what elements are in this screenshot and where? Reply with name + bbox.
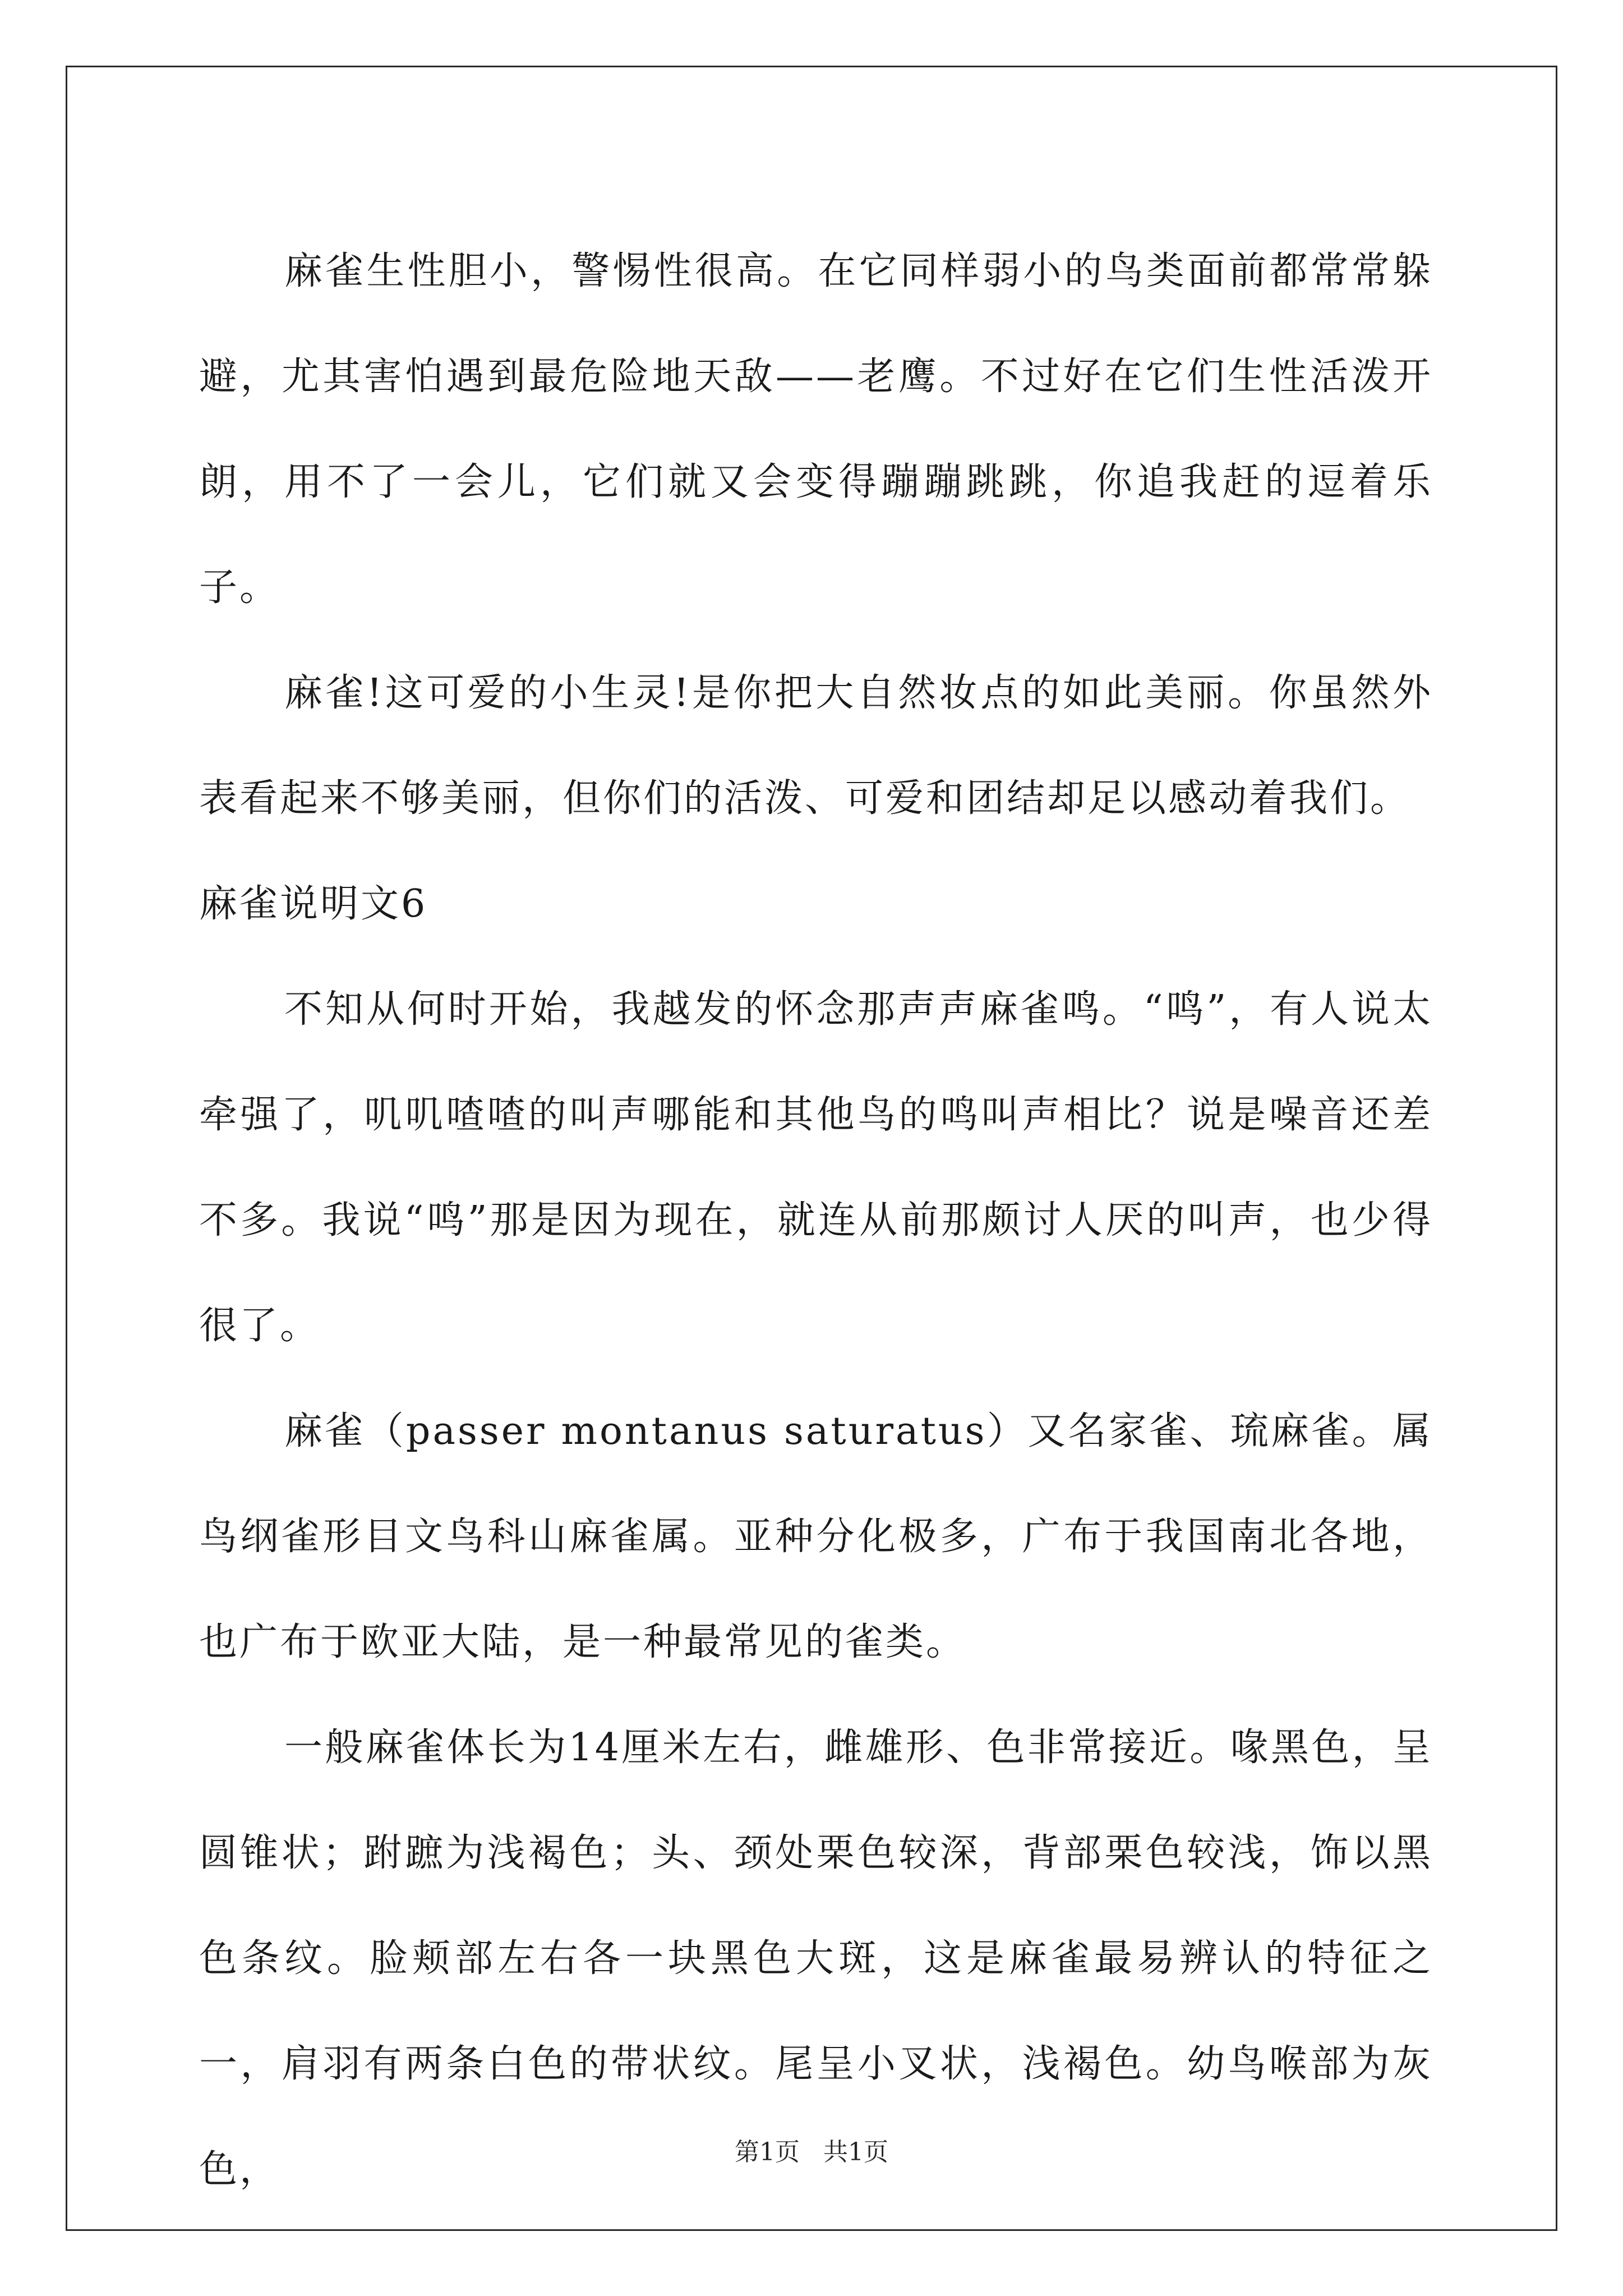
paragraph: 不知从何时开始，我越发的怀念那声声麻雀鸣。“鸣”，有人说太牵强了，叽叽喳喳的叫声哪能和其他鸟的鸣叫声相比？说是噪音还差不多。我说“鸣”那是因为现在，就连从前那颇讨人厌的叫声，也少得很了。 <box>199 987 1433 1348</box>
page-number: 第1页 <box>735 2138 800 2166</box>
paragraph: 麻雀!这可爱的小生灵!是你把大自然妆点的如此美丽。你虽然外表看起来不够美丽，但你们的活泼、可爱和团结却足以感动着我们。 <box>199 671 1433 821</box>
document-body <box>199 219 1433 2223</box>
page-footer <box>0 2132 1623 2168</box>
section-heading: 麻雀说明文6 <box>199 882 428 926</box>
paragraph: 麻雀（passer montanus saturatus）又名家雀、琉麻雀。属鸟纲雀形目文鸟科山麻雀属。亚种分化极多，广布于我国南北各地，也广布于欧亚大陆，是一种最常见的雀类。 <box>199 1409 1433 1664</box>
paragraph: 一般麻雀体长为14厘米左右，雌雄形、色非常接近。喙黑色，呈圆锥状；跗蹠为浅褐色；头、颈处栗色较深，背部栗色较浅，饰以黑色条纹。脸颊部左右各一块黑色大斑，这是麻雀最易辨认的特征之一，肩羽有两条白色的带状纹。尾呈小叉状，浅褐色。幼鸟喉部为灰色， <box>199 1726 1433 2192</box>
paragraph: 麻雀生性胆小，警惕性很高。在它同样弱小的鸟类面前都常常躲避，尤其害怕遇到最危险地天敌——老鹰。不过好在它们生性活泼开朗，用不了一会儿，它们就又会变得蹦蹦跳跳，你追我赶的逗着乐子。 <box>199 249 1433 610</box>
page-total: 共1页 <box>823 2138 888 2166</box>
